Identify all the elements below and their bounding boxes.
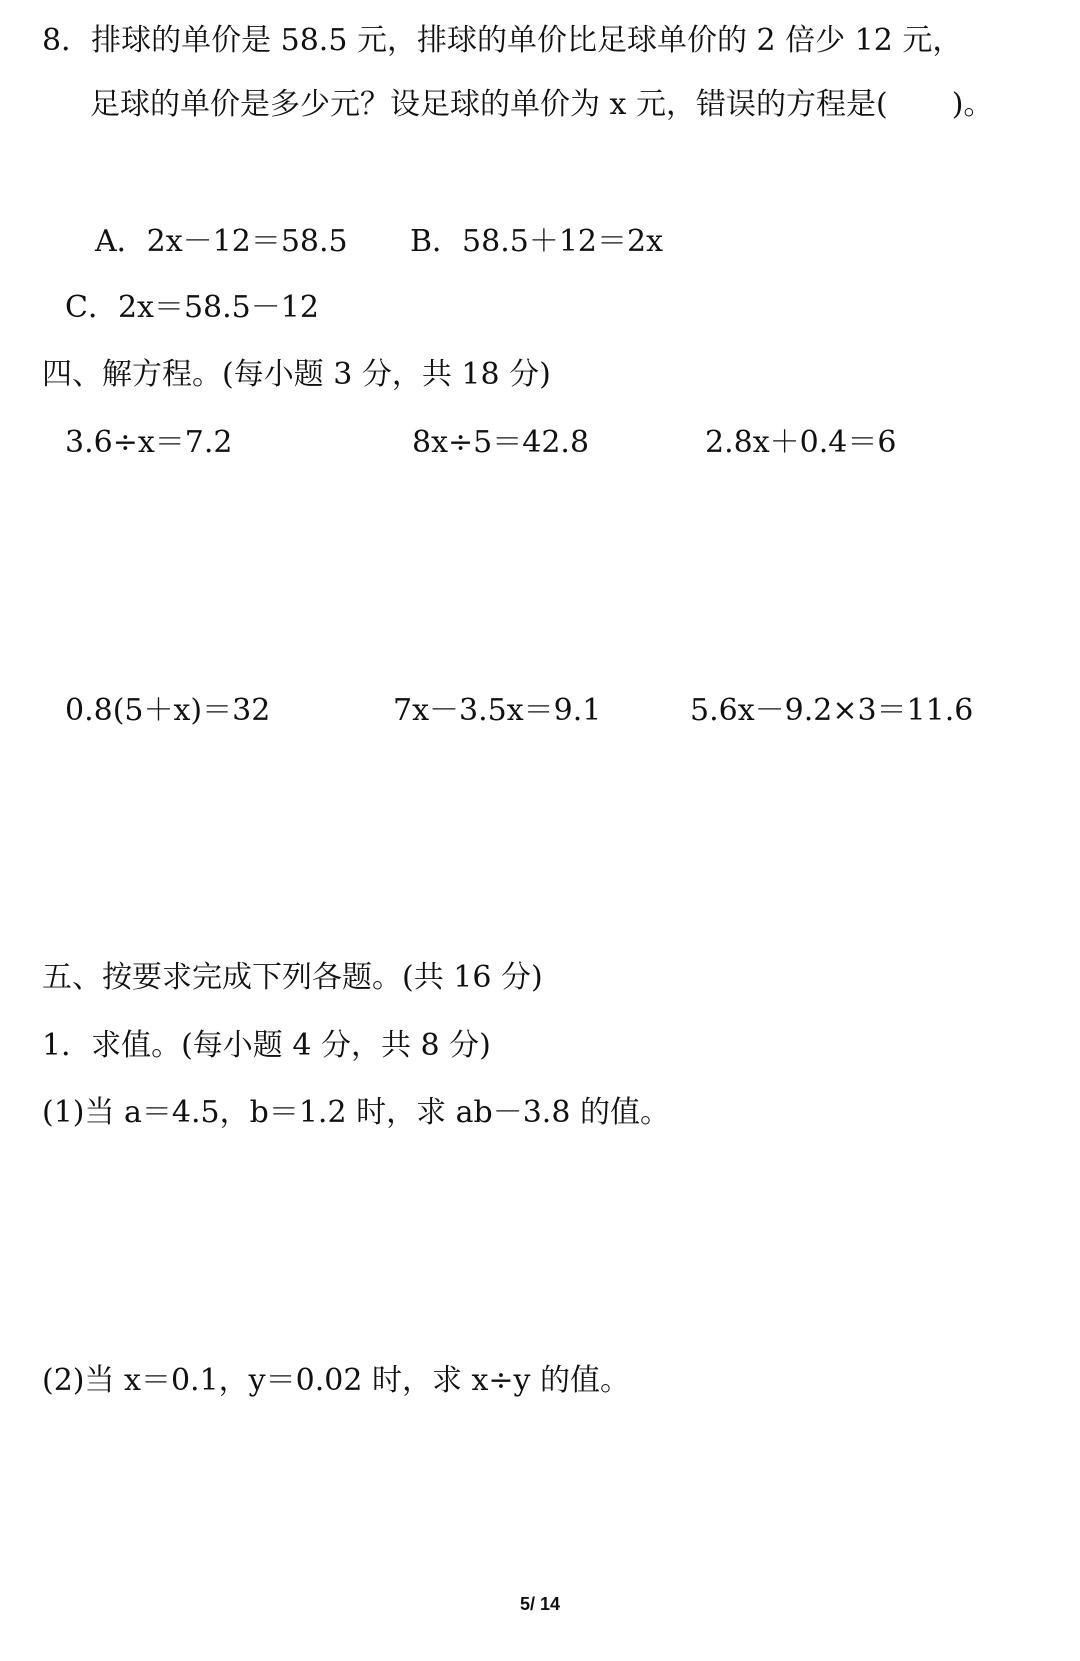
equation-2: 8x÷5＝42.8 xyxy=(412,425,590,460)
equation-6: 5.6x－9.2×3＝11.6 xyxy=(690,693,974,728)
section5-q1-part2: (2)当 x＝0.1，y＝0.02 时，求 x÷y 的值。 xyxy=(42,1363,631,1398)
q8-line1: 8．排球的单价是 58.5 元，排球的单价比足球单价的 2 倍少 12 元， xyxy=(42,23,963,58)
q8-option-a: A．2x－12＝58.5 xyxy=(95,224,348,259)
equation-1: 3.6÷x＝7.2 xyxy=(65,425,233,460)
q8-option-c: C．2x＝58.5－12 xyxy=(65,290,319,325)
q8-line2-end: )。 xyxy=(951,87,994,122)
q8-line2 xyxy=(90,85,993,125)
q8-option-b: B．58.5＋12＝2x xyxy=(410,224,664,259)
section5-heading: 五、按要求完成下列各题。(共 16 分) xyxy=(42,960,543,995)
equation-4: 0.8(5＋x)＝32 xyxy=(65,693,271,728)
page-number: 5/ 14 xyxy=(519,1594,561,1614)
q8-line2-text: 足球的单价是多少元？设足球的单价为 x 元，错误的方程是( xyxy=(90,87,888,122)
section5-q1-heading: 1．求值。(每小题 4 分，共 8 分) xyxy=(42,1028,491,1063)
equation-3: 2.8x＋0.4＝6 xyxy=(705,425,897,460)
section4-heading: 四、解方程。(每小题 3 分，共 18 分) xyxy=(42,357,551,392)
equation-5: 7x－3.5x＝9.1 xyxy=(393,693,602,728)
section5-q1-part1: (1)当 a＝4.5，b＝1.2 时，求 ab－3.8 的值。 xyxy=(42,1095,670,1130)
